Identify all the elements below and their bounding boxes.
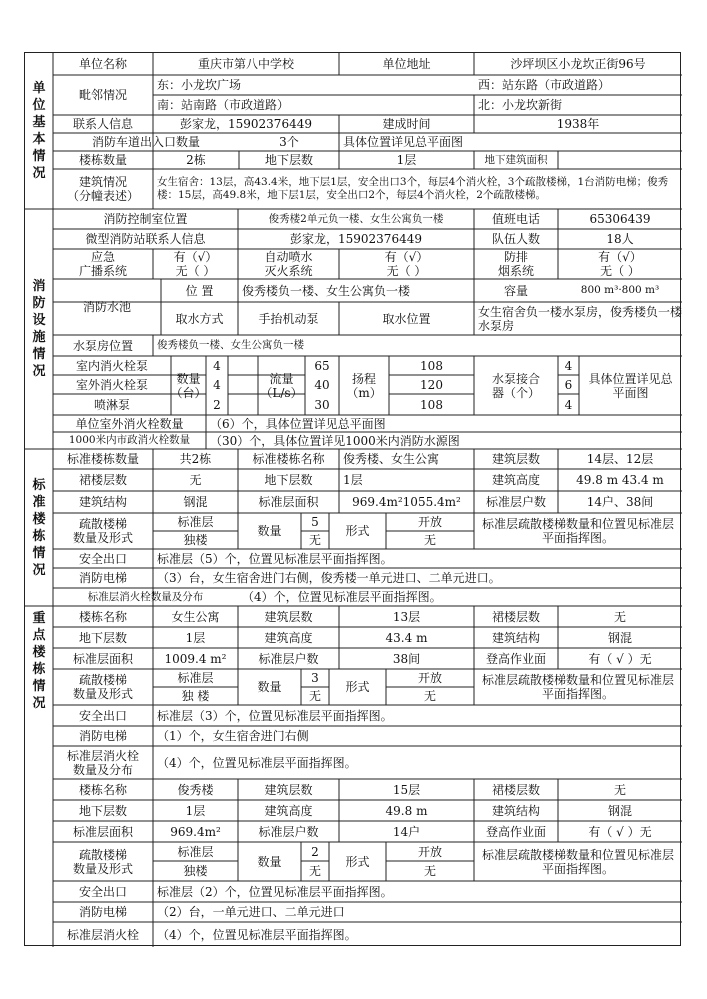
key-exit-value: 标准层（2）个，位置见标准层平面指挥图。 — [157, 884, 393, 899]
std-exit-label: 安全出口 — [78, 551, 127, 566]
fire-info-form — [24, 52, 681, 946]
std-exit-value: 标准层（5）个，位置见标准层平面指挥图。 — [157, 551, 393, 566]
key-floor-area-label: 标准层面积 — [72, 824, 133, 839]
key-height-value: 49.8 m — [385, 803, 428, 818]
sprinkler-system-value-line-2: 无（ ） — [386, 264, 427, 278]
std-floors-label: 建筑层数 — [491, 452, 540, 466]
unit-address-value: 沙坪坝区小龙坎正街96号 — [510, 57, 646, 71]
key-underground-value: 1层 — [185, 630, 206, 645]
key-stairs-label — [53, 669, 153, 705]
pump-flow: 30 — [314, 397, 330, 412]
intake-position-label: 取水位置 — [382, 311, 431, 326]
duty-phone-label: 值班电话 — [491, 212, 540, 226]
std-stairs-independent: 独楼 — [183, 533, 208, 547]
underground-area-label: 地下建筑面积 — [484, 153, 548, 166]
pump-adapter-note: 具体位置详见总平面图 — [588, 371, 673, 400]
pump-name: 室内消火栓泵 — [75, 358, 148, 373]
key-height-label: 建筑高度 — [264, 630, 313, 645]
key-stairs-none: 无 — [308, 689, 321, 703]
std-floor-area-label: 标准层面积 — [258, 495, 319, 509]
sprinkler-system-label-line-2: 灭火系统 — [264, 264, 313, 278]
intake-position-value: 女生宿舍负一楼水泵房，俊秀楼负一楼水泵房 — [478, 304, 683, 333]
pump-head: 120 — [420, 377, 443, 392]
key-floor-area-label: 标准层面积 — [72, 651, 133, 666]
std-height-label: 建筑高度 — [491, 473, 540, 487]
key-podium-value: 无 — [613, 782, 626, 797]
std-names-label: 标准楼栋名称 — [252, 452, 325, 466]
key-households-value: 14户 — [392, 824, 421, 839]
key-stairs-form-none: 无 — [423, 689, 436, 703]
std-height-value: 49.8 m 43.4 m — [576, 473, 664, 487]
std-structure-label: 建筑结构 — [78, 495, 127, 509]
key-structure-label: 建筑结构 — [491, 803, 540, 818]
std-names-value: 俊秀楼、女生公寓 — [343, 452, 440, 466]
key-stairs-qty-label: 数量 — [257, 680, 282, 694]
micro-station-contact: 彭家龙，15902376449 — [290, 232, 422, 246]
std-count-value: 共2栋 — [179, 452, 212, 466]
built-time-value: 1938年 — [556, 117, 600, 131]
key-stairs-label-line-2: 数量及形式 — [72, 687, 133, 701]
underground-floors-label: 地下层数 — [264, 153, 313, 167]
std-stairs-std-floor: 标准层 — [177, 515, 214, 529]
key-exit-label: 安全出口 — [78, 708, 127, 723]
neighbor-east: 东：小龙坎广场 — [157, 78, 242, 92]
building-desc-label-line-2: （分幢表述） — [66, 189, 139, 203]
key-elevator-value: （1）个，女生宿舍进门右侧 — [157, 729, 309, 743]
key-stairs-std-floor: 标准层 — [177, 844, 214, 859]
pool-position-label: 位 置 — [185, 283, 214, 298]
intake-method-value: 手抬机动泵 — [258, 311, 319, 326]
pump-count: 2 — [213, 397, 221, 412]
fire-lane-count: 3个 — [279, 135, 299, 149]
pump-name: 室外消火栓泵 — [75, 377, 148, 392]
smoke-system-value — [558, 249, 682, 279]
key-stairs-independent: 独 楼 — [181, 689, 210, 703]
pump-adapter-count: 4 — [564, 358, 573, 373]
pool-position-value: 俊秀楼负一楼、女生公寓负一楼 — [242, 283, 411, 298]
std-households-value: 14户、38间 — [586, 495, 654, 509]
building-desc-label-line-1: 建筑情况 — [78, 175, 127, 189]
city-hydrant-label: 1000米内市政消火栓数量 — [68, 434, 191, 446]
pump-head: 108 — [420, 397, 443, 412]
key-structure-value: 钢混 — [607, 803, 632, 818]
pump-adapter-label: 水泵接合器（个） — [492, 371, 541, 400]
neighbor-south: 南：站南路（市政道路） — [157, 98, 290, 112]
key-structure-value: 钢混 — [607, 630, 632, 645]
broadcast-system-value-line-1: 有（√） — [173, 250, 218, 264]
key-name-value: 女生公寓 — [171, 609, 220, 624]
key-name-label: 楼栋名称 — [78, 609, 127, 624]
broadcast-system-label-line-1: 应急 — [90, 250, 115, 264]
team-size-label: 队伍人数 — [491, 232, 540, 246]
control-room-value: 俊秀楼2单元负一楼、女生公寓负一楼 — [268, 212, 444, 225]
key-name-value: 俊秀楼 — [177, 782, 214, 797]
std-elevator-value: （3）台，女生宿舍进门右侧，俊秀楼一单元进口、二单元进口。 — [157, 571, 501, 585]
building-desc-value: 女生宿舍：13层，高43.4米，地下层1层，安全出口3个，每层4个消火栓，3个疏散楼梯，1台消防电梯；俊秀楼：15层，高49.8米，地下层1层，安全出口2个，每层4个消火栓，2个疏散楼梯。 — [157, 176, 669, 201]
smoke-system-value-line-1: 有（√） — [598, 250, 642, 264]
unit-name-label: 单位名称 — [78, 57, 127, 71]
smoke-system-value-line-2: 无（ ） — [600, 264, 640, 278]
std-stairs-qty-label: 数量 — [257, 524, 282, 538]
std-stairs-form-label: 形式 — [345, 524, 370, 538]
std-hydrant-label: 标准层消火栓数量及分布 — [87, 590, 204, 603]
std-stairs-form-none: 无 — [423, 533, 436, 547]
key-stairs-label-line-2: 数量及形式 — [72, 861, 133, 876]
key-stairs-independent: 独楼 — [183, 864, 208, 878]
std-households-label: 标准层户数 — [485, 495, 546, 509]
std-stairs-count: 5 — [311, 515, 319, 529]
pool-capacity-label: 容量 — [503, 283, 528, 298]
key-aerial-value: 有（ √ ）无 — [588, 824, 652, 839]
std-stairs-label-line-2: 数量及形式 — [72, 531, 133, 545]
pump-head: 108 — [420, 358, 443, 373]
building-desc-label — [53, 169, 153, 209]
key-stairs-form-label: 形式 — [345, 680, 370, 694]
building-count-label: 楼栋数量 — [78, 153, 127, 167]
key-stairs-std-floor: 标准层 — [177, 671, 214, 685]
key-hydrant-label-line-1: 标准层消火栓 — [66, 748, 139, 763]
key-stairs-open: 开放 — [417, 671, 442, 685]
control-room-label: 消防控制室位置 — [103, 212, 188, 226]
key-households-value: 38间 — [392, 651, 421, 666]
std-stairs-label — [53, 513, 153, 549]
building-count-value: 2栋 — [186, 153, 206, 167]
section-key-label: 重点楼栋情况 — [32, 611, 46, 711]
outdoor-hydrant-label: 单位室外消火栓数量 — [75, 416, 184, 431]
pump-adapter-count: 4 — [564, 397, 573, 412]
key-hydrant-label-line-2: 数量及分布 — [72, 762, 133, 777]
city-hydrant-value: （30）个，具体位置详见1000米内消防水源图 — [210, 433, 460, 448]
std-stairs-open: 开放 — [417, 515, 442, 529]
key-name-label: 楼栋名称 — [78, 782, 127, 797]
std-elevator-label: 消防电梯 — [78, 571, 127, 585]
key-podium-value: 无 — [613, 609, 626, 624]
key-households-label: 标准层户数 — [258, 651, 319, 666]
std-count-label: 标准楼栋数量 — [66, 452, 139, 466]
key-floor-area-value: 969.4m² — [170, 824, 221, 839]
underground-floors-value: 1层 — [396, 153, 417, 167]
team-size-value: 18人 — [606, 232, 634, 246]
key-aerial-value: 有（ √ ）无 — [588, 651, 652, 666]
key-aerial-label: 登高作业面 — [485, 824, 546, 839]
smoke-system-label-line-2: 烟系统 — [497, 264, 534, 278]
key-height-label: 建筑高度 — [264, 803, 313, 818]
section-facility-label: 消防设施情况 — [32, 279, 46, 379]
neighbor-label: 毗邻情况 — [78, 88, 127, 102]
std-stairs-note: 标准层疏散楼梯数量和位置见标准层平面指挥图。 — [482, 517, 675, 545]
key-floors-value: 13层 — [392, 609, 421, 624]
std-podium-label: 裙楼层数 — [78, 473, 127, 487]
key-stairs-none: 无 — [308, 864, 321, 878]
key-floors-label: 建筑层数 — [264, 782, 313, 797]
key-stairs-open: 开放 — [417, 844, 442, 859]
pump-room-label: 水泵房位置 — [72, 338, 133, 353]
key-stairs-count: 2 — [311, 844, 319, 859]
key-stairs-form-label: 形式 — [345, 854, 370, 869]
key-stairs-label — [53, 842, 153, 881]
section-standard-label: 标准楼栋情况 — [32, 477, 46, 578]
sprinkler-system-value — [339, 249, 474, 279]
std-floor-area-value: 969.4m²1055.4m² — [352, 495, 461, 509]
key-elevator-value: （2）台，一单元进口、二单元进口 — [157, 905, 345, 919]
key-structure-label: 建筑结构 — [491, 630, 540, 645]
contact-value: 彭家龙，15902376449 — [180, 117, 312, 131]
broadcast-system-value — [153, 249, 238, 279]
key-hydrant-label — [53, 746, 153, 779]
key-exit-value: 标准层（3）个，位置见标准层平面指挥图。 — [157, 708, 393, 723]
std-stairs-label-line-1: 疏散楼梯 — [78, 517, 127, 531]
fire-lane-note: 具体位置详见总平面图 — [343, 135, 464, 149]
key-stairs-label-line-1: 疏散楼梯 — [78, 673, 127, 687]
key-stairs-form-none: 无 — [423, 864, 436, 878]
key-height-value: 43.4 m — [385, 630, 428, 645]
smoke-system-label-line-1: 防排 — [503, 250, 528, 264]
duty-phone-value: 65306439 — [589, 212, 651, 226]
std-floors-value: 14层、12层 — [586, 452, 654, 466]
std-underground-value: 1层 — [343, 473, 363, 487]
unit-name-value: 重庆市第八中学校 — [197, 57, 294, 71]
key-floor-area-value: 1009.4 m² — [164, 651, 227, 666]
pump-name: 喷淋泵 — [93, 397, 130, 412]
section-basic-label: 单位基本情况 — [32, 81, 46, 181]
broadcast-system-label-line-2: 广播系统 — [78, 264, 127, 278]
key-hydrant-value: （4）个，位置见标准层平面指挥图。 — [157, 927, 357, 942]
key-podium-label: 裙楼层数 — [491, 782, 540, 797]
key-floors-value: 15层 — [392, 782, 421, 797]
broadcast-system-label — [53, 249, 153, 279]
smoke-system-label — [474, 249, 558, 279]
built-time-label: 建成时间 — [382, 117, 431, 131]
outdoor-hydrant-value: （6）个，具体位置详见总平面图 — [210, 416, 386, 431]
key-hydrant-value: （4）个，位置见标准层平面指挥图。 — [157, 755, 357, 770]
pump-flow-label: 流量（L/s） — [260, 371, 303, 400]
pump-flow: 40 — [314, 377, 330, 392]
key-underground-value: 1层 — [185, 803, 206, 818]
std-stairs-none: 无 — [308, 533, 321, 547]
key-households-label: 标准层户数 — [258, 824, 319, 839]
key-podium-label: 裙楼层数 — [491, 609, 540, 624]
sprinkler-system-label-line-1: 自动喷水 — [264, 250, 313, 264]
key-stairs-label-line-1: 疏散楼梯 — [78, 847, 127, 862]
key-underground-label: 地下层数 — [78, 630, 127, 645]
broadcast-system-value-line-2: 无（ ） — [175, 264, 216, 278]
contact-label: 联系人信息 — [72, 117, 133, 131]
std-hydrant-value: （4）个，位置见标准层平面指挥图。 — [242, 590, 442, 604]
pump-qty-label: 数量（台） — [170, 371, 207, 400]
std-podium-value: 无 — [189, 473, 202, 487]
pump-flow: 65 — [314, 358, 330, 373]
std-structure-value: 钢混 — [183, 495, 208, 509]
std-underground-label: 地下层数 — [264, 473, 313, 487]
key-stairs-count: 3 — [311, 671, 319, 685]
key-aerial-label: 登高作业面 — [485, 651, 546, 666]
pump-count: 4 — [213, 358, 221, 373]
micro-station-label: 微型消防站联系人信息 — [85, 232, 206, 246]
pump-head-label: 扬程（m） — [346, 371, 382, 400]
intake-method-label: 取水方式 — [175, 311, 224, 326]
unit-address-label: 单位地址 — [382, 57, 431, 71]
key-exit-label: 安全出口 — [78, 884, 127, 899]
sprinkler-system-value-line-1: 有（√） — [384, 250, 429, 264]
key-floors-label: 建筑层数 — [264, 609, 313, 624]
key-underground-label: 地下层数 — [78, 803, 127, 818]
neighbor-west: 西：站东路（市政道路） — [478, 78, 611, 92]
pump-count: 4 — [213, 377, 221, 392]
pool-capacity-value: 800 m³·800 m³ — [580, 284, 660, 296]
pump-adapter-count: 6 — [564, 377, 573, 392]
sprinkler-system-label — [238, 249, 339, 279]
key-stairs-note: 标准层疏散楼梯数量和位置见标准层平面指挥图。 — [482, 673, 675, 701]
pump-room-value: 俊秀楼负一楼、女生公寓负一楼 — [157, 339, 304, 351]
key-hydrant-label: 标准层消火栓 — [66, 927, 139, 942]
key-stairs-qty-label: 数量 — [257, 854, 282, 869]
fire-lane-label: 消防车道出入口数量 — [91, 135, 200, 149]
neighbor-north: 北：小龙坎新街 — [478, 98, 563, 112]
key-elevator-label: 消防电梯 — [78, 729, 127, 743]
key-stairs-note: 标准层疏散楼梯数量和位置见标准层平面指挥图。 — [482, 847, 675, 876]
key-elevator-label: 消防电梯 — [78, 905, 127, 919]
fire-pool-label: 消防水池 — [82, 300, 131, 314]
